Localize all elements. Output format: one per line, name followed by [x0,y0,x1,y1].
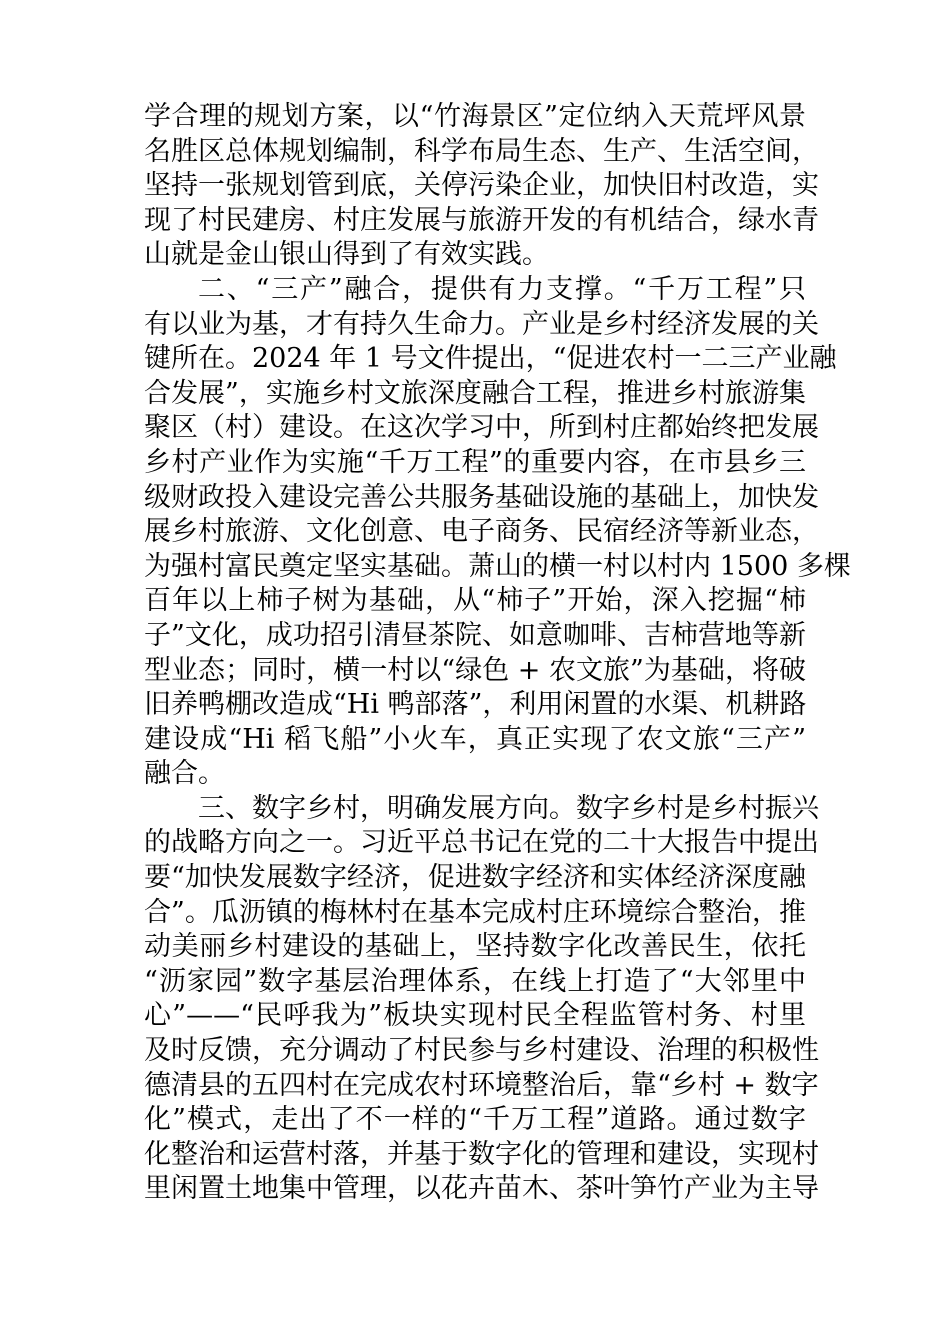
text-line: 旧养鸭棚改造成“Hi 鸭部落”，利用闲置的水渠、机耕路 [144,689,807,721]
text-line: 合发展”，实施乡村文旅深度融合工程，推进乡村旅游集 [144,377,806,409]
text-line: 的战略方向之一。习近平总书记在党的二十大报告中提出 [144,827,819,859]
text-line: 山就是金山银山得到了有效实践。 [144,239,549,271]
text-line: 现了村民建房、村庄发展与旅游开发的有机结合，绿水青 [144,204,819,236]
text-line: 级财政投入建设完善公共服务基础设施的基础上，加快发 [144,481,819,513]
text-line: 德清县的五四村在完成农村环境整治后，靠“乡村 + 数字 [144,1069,819,1101]
text-line: 合”。瓜沥镇的梅林村在基本完成村庄环境综合整治，推 [144,896,806,928]
text-line: 百年以上柿子树为基础，从“柿子”开始，深入挖掘“柿 [144,585,806,617]
text-line: 聚区（村）建设。在这次学习中，所到村庄都始终把发展 [144,412,819,444]
text-line: 展乡村旅游、文化创意、电子商务、民宿经济等新业态， [144,516,819,548]
text-line: 化”模式，走出了不一样的“千万工程”道路。通过数字 [144,1104,806,1136]
text-line: 建设成“Hi 稻飞船”小火车，真正实现了农文旅“三产” [144,723,806,755]
text-line: 为强村富民奠定坚实基础。萧山的横一村以村内 1500 多棵 [144,550,851,582]
text-line: 型业态；同时，横一村以“绿色 + 农文旅”为基础，将破 [144,654,806,686]
text-line: 学合理的规划方案，以“竹海景区”定位纳入天荒坪风景 [144,101,806,132]
section-heading-line: 二、“三产”融合，提供有力支撑。“千万工程”只 [198,273,806,305]
text-line: 心”——“民呼我为”板块实现村民全程监管村务、村里 [144,1000,806,1032]
text-line: 要“加快发展数字经济，促进数字经济和实体经济深度融 [144,862,806,894]
text-line: 有以业为基，才有持久生命力。产业是乡村经济发展的关 [144,308,819,340]
text-line: 里闲置土地集中管理，以花卉苗木、茶叶笋竹产业为主导 [144,1173,819,1205]
text-line: 乡村产业作为实施“千万工程”的重要内容，在市县乡三 [144,446,806,478]
text-line: 及时反馈，充分调动了村民参与乡村建设、治理的积极性 [144,1035,819,1067]
document-body [144,100,851,1207]
text-line: 坚持一张规划管到底，关停污染企业，加快旧村改造，实 [144,170,819,202]
text-line: 名胜区总体规划编制，科学布局生态、生产、生活空间， [144,135,819,167]
text-line: 子”文化，成功招引清昼茶院、如意咖啡、吉柿营地等新 [144,619,806,651]
text-line: 化整治和运营村落，并基于数字化的管理和建设，实现村 [144,1138,819,1170]
text-line: 键所在。2024 年 1 号文件提出，“促进农村一二三产业融 [144,343,837,375]
section-heading-line: 三、数字乡村，明确发展方向。数字乡村是乡村振兴 [198,792,819,824]
text-line: 动美丽乡村建设的基础上，坚持数字化改善民生，依托 [144,931,806,963]
text-line: 融合。 [144,758,225,790]
text-line: “沥家园”数字基层治理体系，在线上打造了“大邻里中 [144,965,806,997]
